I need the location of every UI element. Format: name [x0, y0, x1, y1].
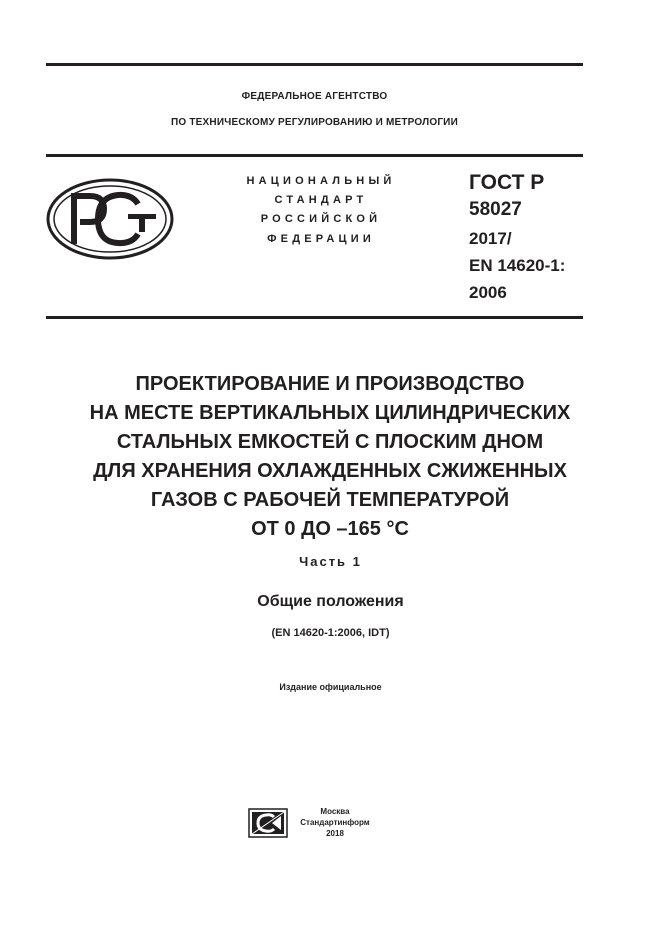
document-title-line-6: ОТ 0 ДО –165 °С	[251, 518, 409, 540]
rst-logo-icon	[46, 178, 174, 260]
agency-line-2: ПО ТЕХНИЧЕСКОМУ РЕГУЛИРОВАНИЮ И МЕТРОЛОГИИ	[171, 117, 458, 128]
gost-designation-line-5: 2006	[469, 283, 507, 302]
gost-designation-line-2: 58027	[469, 199, 522, 220]
top-rule	[46, 63, 583, 66]
document-title-line-5: ГАЗОВ С РАБОЧЕЙ ТЕМПЕРАТУРОЙ	[150, 489, 510, 511]
gost-designation-line-3: 2017/	[469, 229, 512, 248]
middle-rule	[46, 154, 583, 157]
en-reference: (EN 14620-1:2006, IDT)	[271, 627, 390, 639]
part-label: Часть 1	[299, 554, 362, 569]
document-title-line-4: ДЛЯ ХРАНЕНИЯ ОХЛАЖДЕННЫХ СЖИЖЕННЫХ	[93, 460, 567, 482]
publisher-logo-icon	[248, 808, 288, 838]
standard-type-line-1: НАЦИОНАЛЬНЫЙ	[246, 175, 396, 187]
gost-designation-line-1: ГОСТ Р	[469, 171, 545, 194]
edition-label: Издание официальное	[279, 682, 382, 692]
document-subtitle: Общие положения	[257, 593, 404, 610]
publisher-city: Москва	[320, 807, 350, 816]
standard-type-line-2: СТАНДАРТ	[274, 194, 368, 206]
publisher-year: 2018	[326, 829, 344, 838]
standard-type-line-4: ФЕДЕРАЦИИ	[267, 233, 375, 245]
agency-line-1: ФЕДЕРАЛЬНОЕ АГЕНТСТВО	[241, 91, 388, 102]
standard-type-line-3: РОССИЙСКОЙ	[260, 213, 382, 225]
publisher-name: Стандартинформ	[300, 818, 370, 827]
lower-rule	[46, 316, 583, 319]
document-title-line-2: НА МЕСТЕ ВЕРТИКАЛЬНЫХ ЦИЛИНДРИЧЕСКИХ	[89, 402, 571, 424]
gost-designation-line-4: EN 14620-1:	[469, 256, 566, 275]
document-title-line-3: СТАЛЬНЫХ ЕМКОСТЕЙ С ПЛОСКИМ ДНОМ	[116, 431, 544, 453]
document-title-line-1: ПРОЕКТИРОВАНИЕ И ПРОИЗВОДСТВО	[135, 373, 525, 395]
